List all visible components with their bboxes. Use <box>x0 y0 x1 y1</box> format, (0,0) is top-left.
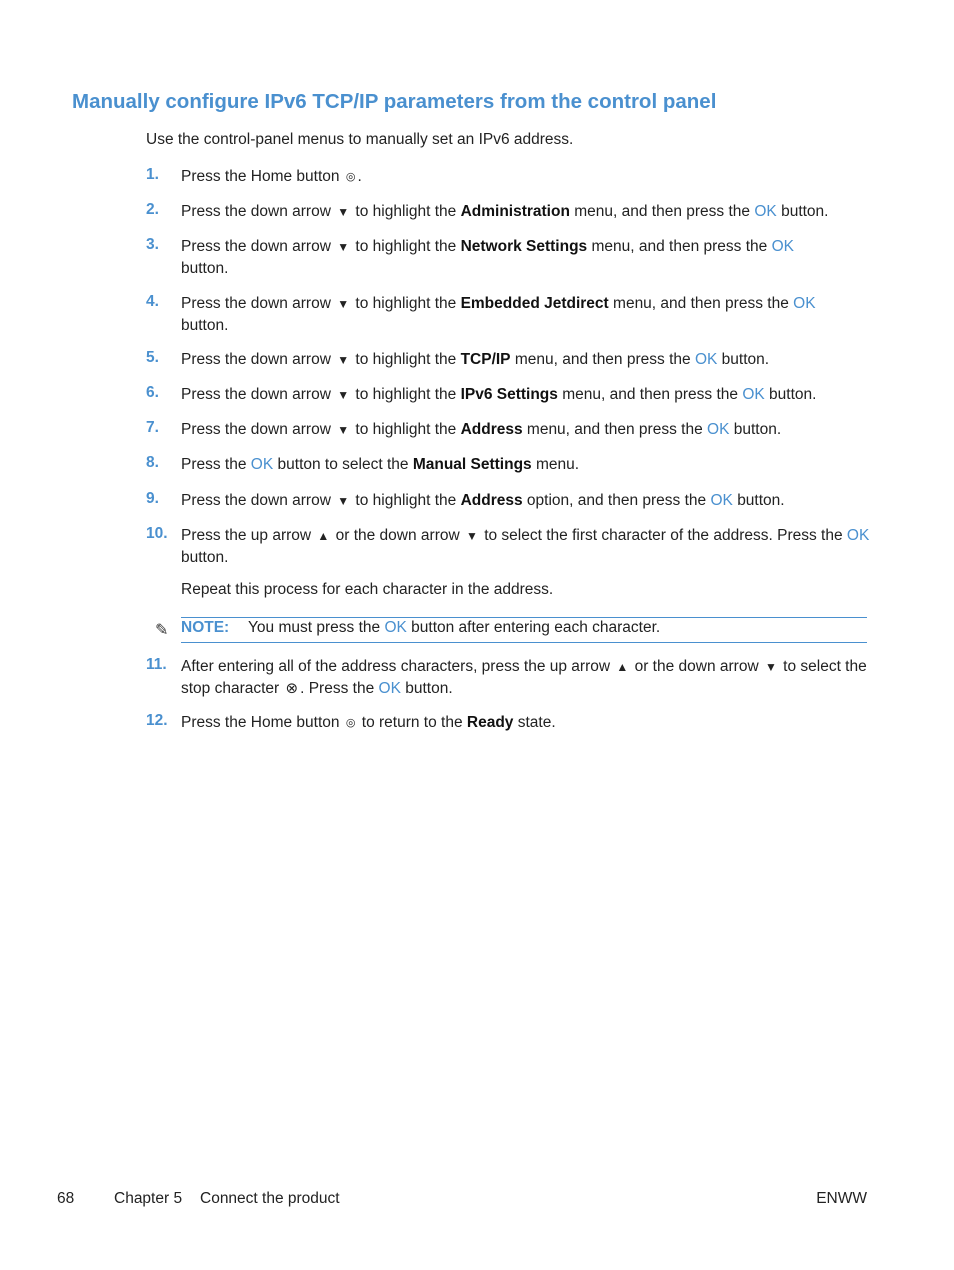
ok-label: OK <box>384 619 407 636</box>
home-icon: ◎ <box>345 171 356 183</box>
step-number: 10. <box>146 525 168 542</box>
step-text: Press the <box>181 456 247 473</box>
step-text: Press the down arrow <box>181 203 331 220</box>
step-text: Press the down arrow <box>181 421 331 438</box>
chapter-label: Chapter 5 <box>114 1190 183 1207</box>
step-text: to highlight the <box>355 203 457 220</box>
note-icon: ✎ <box>155 622 169 639</box>
ok-label: OK <box>754 203 777 220</box>
step-number: 8. <box>146 454 159 471</box>
ok-label: OK <box>250 456 274 473</box>
step-text: button to select the <box>277 456 409 473</box>
step-3 <box>146 236 871 279</box>
step-number: 6. <box>146 384 159 401</box>
step-number: 3. <box>146 236 159 253</box>
down-arrow-icon: ▼ <box>337 423 350 437</box>
state-name: Ready <box>466 714 514 731</box>
down-arrow-icon: ▼ <box>337 353 350 367</box>
step-text: to select the first character of the address. Press the <box>484 527 843 544</box>
menu-name: Address <box>460 421 523 438</box>
ok-label: OK <box>378 680 401 697</box>
step-text: to select the stop character <box>181 658 867 697</box>
menu-name: Administration <box>460 203 570 220</box>
down-arrow-icon: ▼ <box>337 297 350 311</box>
up-arrow-icon: ▲ <box>616 660 629 674</box>
step-text: . Press the <box>300 680 375 697</box>
ok-label: OK <box>710 492 733 509</box>
up-arrow-icon: ▲ <box>317 529 330 543</box>
page-heading: Manually configure IPv6 TCP/IP parameters from the control panel <box>72 90 717 113</box>
step-text: button. <box>405 680 453 697</box>
note-box <box>155 617 867 643</box>
step-10 <box>146 525 871 568</box>
step-text: menu, and then press the <box>613 295 789 312</box>
step-8 <box>146 454 871 475</box>
step-text: to highlight the <box>355 386 457 403</box>
step-number: 12. <box>146 712 168 729</box>
step-text: button. <box>181 260 229 277</box>
step-text: After entering all of the address characters, press the up arrow <box>181 658 611 675</box>
step-text: to highlight the <box>355 238 457 255</box>
step-text: option, and then press the <box>526 492 707 509</box>
step-text: or the down arrow <box>335 527 460 544</box>
step-text: button. <box>769 386 817 403</box>
step-number: 4. <box>146 293 159 310</box>
repeat-text: Repeat this process for each character in the address. <box>181 581 554 598</box>
ok-label: OK <box>793 295 816 312</box>
step-text: button. <box>737 492 785 509</box>
down-arrow-icon: ▼ <box>337 240 350 254</box>
menu-name: Embedded Jetdirect <box>460 295 609 312</box>
step-text: menu, and then press the <box>591 238 768 255</box>
stop-icon: ⊗ <box>285 680 299 697</box>
step-12 <box>146 712 871 734</box>
menu-name: Network Settings <box>460 238 588 255</box>
step-text: Press the down arrow <box>181 238 331 255</box>
step-text: state. <box>517 714 556 731</box>
step-11 <box>146 656 871 699</box>
menu-name: TCP/IP <box>460 351 511 368</box>
step-text: menu, and then press the <box>574 203 751 220</box>
step-9 <box>146 490 871 512</box>
down-arrow-icon: ▼ <box>337 205 350 219</box>
step-number: 9. <box>146 490 159 507</box>
down-arrow-icon: ▼ <box>764 660 777 674</box>
step-text: menu. <box>535 456 580 473</box>
step-text: button. <box>181 549 229 566</box>
home-icon: ◎ <box>345 717 356 729</box>
step-text: button. <box>721 351 770 368</box>
ok-label: OK <box>771 238 794 255</box>
step-text: Press the Home button <box>181 714 340 731</box>
step-text: to highlight the <box>355 492 457 509</box>
step-text: button. <box>181 317 229 334</box>
step-number: 7. <box>146 419 159 436</box>
down-arrow-icon: ▼ <box>337 494 350 508</box>
step-text: to highlight the <box>355 295 457 312</box>
step-text: or the down arrow <box>634 658 759 675</box>
step-7 <box>146 419 871 441</box>
menu-name: Manual Settings <box>412 456 532 473</box>
step-text: Press the down arrow <box>181 295 331 312</box>
step-2 <box>146 201 871 223</box>
intro-text: Use the control-panel menus to manually set an IPv6 address. <box>146 131 574 148</box>
ok-label: OK <box>742 386 765 403</box>
step-text: menu, and then press the <box>514 351 691 368</box>
ok-label: OK <box>846 527 870 544</box>
step-text: Press the down arrow <box>181 492 331 509</box>
menu-name: IPv6 Settings <box>460 386 558 403</box>
step-6 <box>146 384 871 406</box>
step-text: menu, and then press the <box>562 386 739 403</box>
menu-name: Address <box>460 492 523 509</box>
step-text: button. <box>733 421 782 438</box>
step-text: Press the down arrow <box>181 386 331 403</box>
ok-label: OK <box>694 351 718 368</box>
step-text: menu, and then press the <box>526 421 703 438</box>
step-number: 1. <box>146 166 159 183</box>
chapter-title: Connect the product <box>200 1190 340 1207</box>
note-text: You must press the OK button after entering each character. <box>248 619 661 636</box>
step-text: Press the Home button <box>181 168 340 185</box>
step-text: Press the down arrow <box>181 351 331 368</box>
page-number: 68 <box>57 1190 75 1207</box>
step-text: . <box>357 168 362 185</box>
step-text: to highlight the <box>355 421 457 438</box>
note-label: NOTE: <box>181 619 230 636</box>
ok-label: OK <box>707 421 730 438</box>
step-text: to highlight the <box>355 351 457 368</box>
step-5 <box>146 349 871 371</box>
step-text: to return to the <box>361 714 463 731</box>
down-arrow-icon: ▼ <box>337 388 350 402</box>
doc-code: ENWW <box>816 1190 867 1207</box>
step-number: 2. <box>146 201 159 218</box>
step-text: Press the up arrow <box>181 527 312 544</box>
down-arrow-icon: ▼ <box>465 529 478 543</box>
step-1 <box>146 166 871 188</box>
step-number: 5. <box>146 349 159 366</box>
step-number: 11. <box>146 656 167 673</box>
step-text: button. <box>781 203 829 220</box>
step-4 <box>146 293 871 336</box>
